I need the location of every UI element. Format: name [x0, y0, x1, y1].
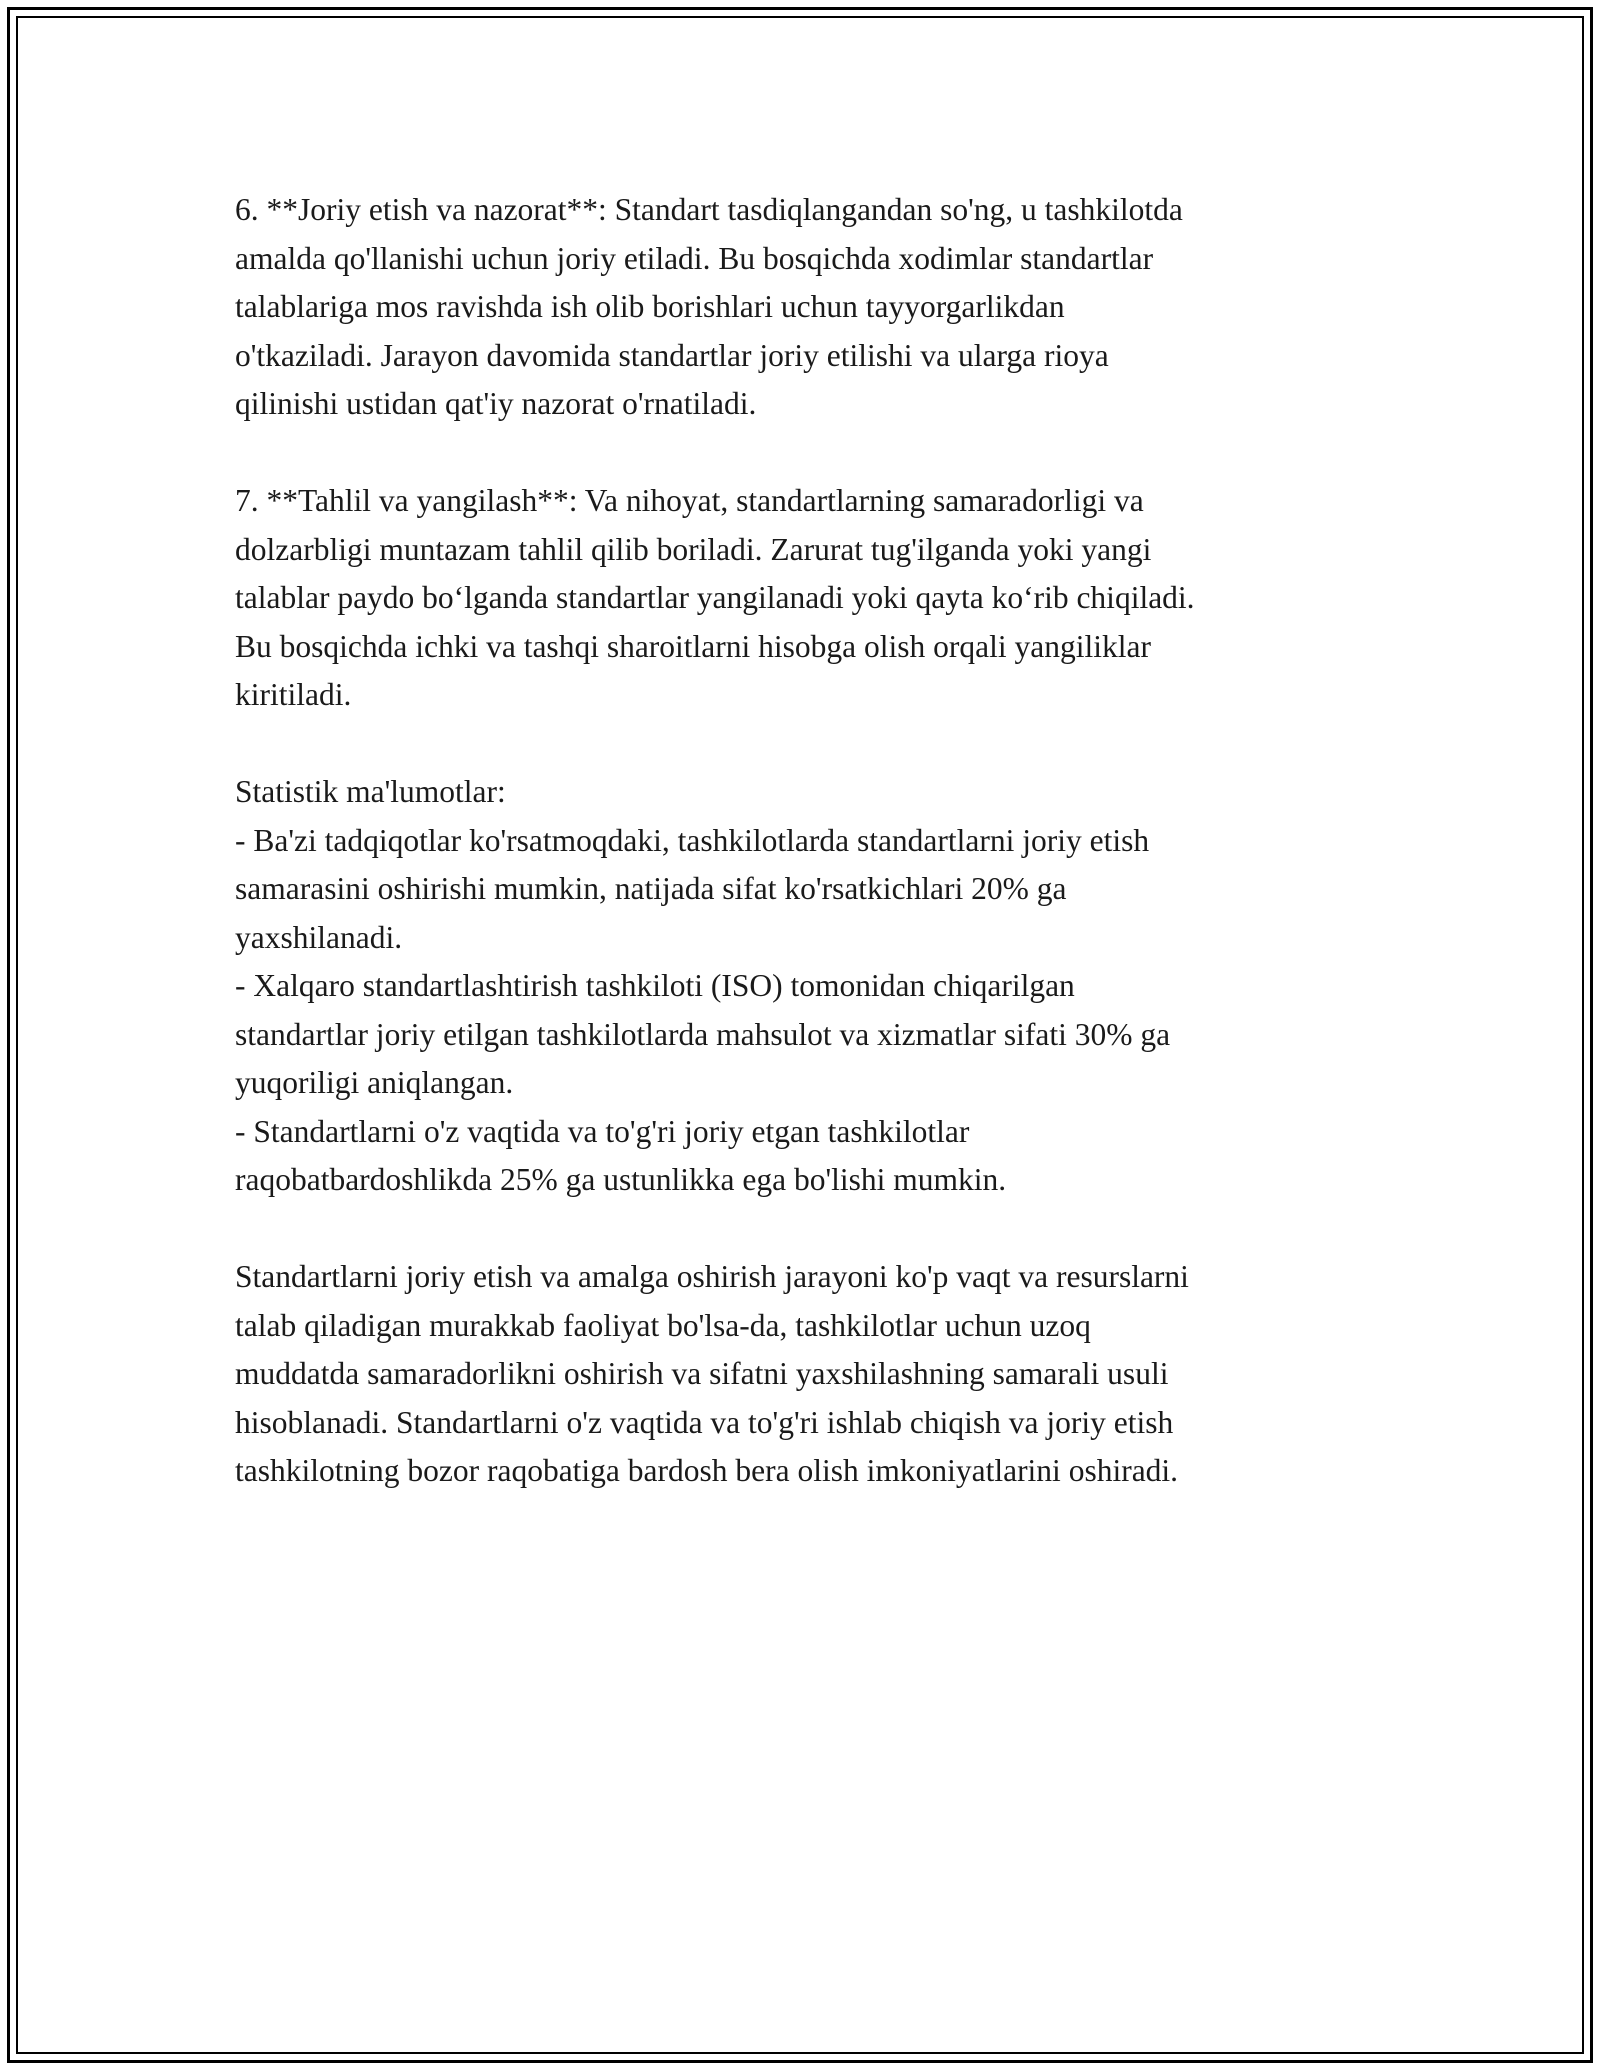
paragraph-spacer [235, 1205, 1385, 1254]
statistics-line: yaxshilanadi. [235, 919, 403, 955]
text-line: 6. **Joriy etish va nazorat**: Standart tasdiqlangandan so'ng, u tashkilotda [235, 192, 1183, 227]
text-line: talab qiladigan murakkab faoliyat bo'lsa-da, tashkilotlar uchun uzoq [235, 1307, 1091, 1343]
text-line: kiritiladi. [235, 677, 352, 712]
text-line: Standartlarni joriy etish va amalga oshirish jarayoni ko'p vaqt va resurslarni [235, 1259, 1189, 1294]
conclusion-paragraph [235, 1253, 1385, 1496]
statistics-section [235, 768, 1385, 1205]
paragraph-spacer [235, 429, 1385, 478]
statistics-line: standartlar joriy etilgan tashkilotlarda mahsulot va xizmatlar sifati 30% ga [235, 1016, 1171, 1052]
statistics-line: - Ba'zi tadqiqotlar ko'rsatmoqdaki, tashkilotlarda standartlarni joriy etish [235, 822, 1150, 858]
statistics-line: - Xalqaro standartlashtirish tashkiloti (ISO) tomonidan chiqarilgan [235, 968, 1075, 1003]
statistics-heading: Statistik ma'lumotlar: [235, 774, 506, 809]
text-line: qilinishi ustidan qat'iy nazorat o'rnatiladi. [235, 386, 757, 421]
statistics-line: raqobatbardoshlikda 25% ga ustunlikka ega bo'lishi mumkin. [235, 1162, 1007, 1197]
text-line: amalda qo'llanishi uchun joriy etiladi. Bu bosqichda xodimlar standartlar [235, 240, 1154, 276]
text-line: hisoblanadi. Standartlarni o'z vaqtida va to'g'ri ishlab chiqish va joriy etish [235, 1404, 1174, 1440]
paragraph-step-7 [235, 477, 1385, 720]
statistics-line: - Standartlarni o'z vaqtida va to'g'ri joriy etgan tashkilotlar [235, 1113, 970, 1149]
text-line: 7. **Tahlil va yangilash**: Va nihoyat, standartlarning samaradorligi va [235, 483, 1144, 518]
statistics-line: samarasini oshirishi mumkin, natijada sifat ko'rsatkichlari 20% ga [235, 871, 1067, 906]
text-line: dolzarbligi muntazam tahlil qilib boriladi. Zarurat tug'ilganda yoki yangi [235, 531, 1152, 567]
statistics-line: yuqoriligi aniqlangan. [235, 1065, 514, 1100]
text-line: talablar paydo bo‘lganda standartlar yangilanadi yoki qayta ko‘rib chiqiladi. [235, 580, 1195, 615]
text-line: tashkilotning bozor raqobatiga bardosh bera olish imkoniyatlarini oshiradi. [235, 1453, 1179, 1488]
paragraph-step-6 [235, 186, 1385, 429]
text-line: Bu bosqichda ichki va tashqi sharoitlarni hisobga olish orqali yangiliklar [235, 628, 1151, 664]
text-line: muddatda samaradorlikni oshirish va sifatni yaxshilashning samarali usuli [235, 1356, 1169, 1391]
paragraph-spacer [235, 720, 1385, 769]
text-line: talablariga mos ravishda ish olib borishlari uchun tayyorgarlikdan [235, 289, 1065, 324]
document-body [235, 186, 1385, 1496]
text-line: o'tkaziladi. Jarayon davomida standartlar joriy etilishi va ularga rioya [235, 337, 1109, 373]
